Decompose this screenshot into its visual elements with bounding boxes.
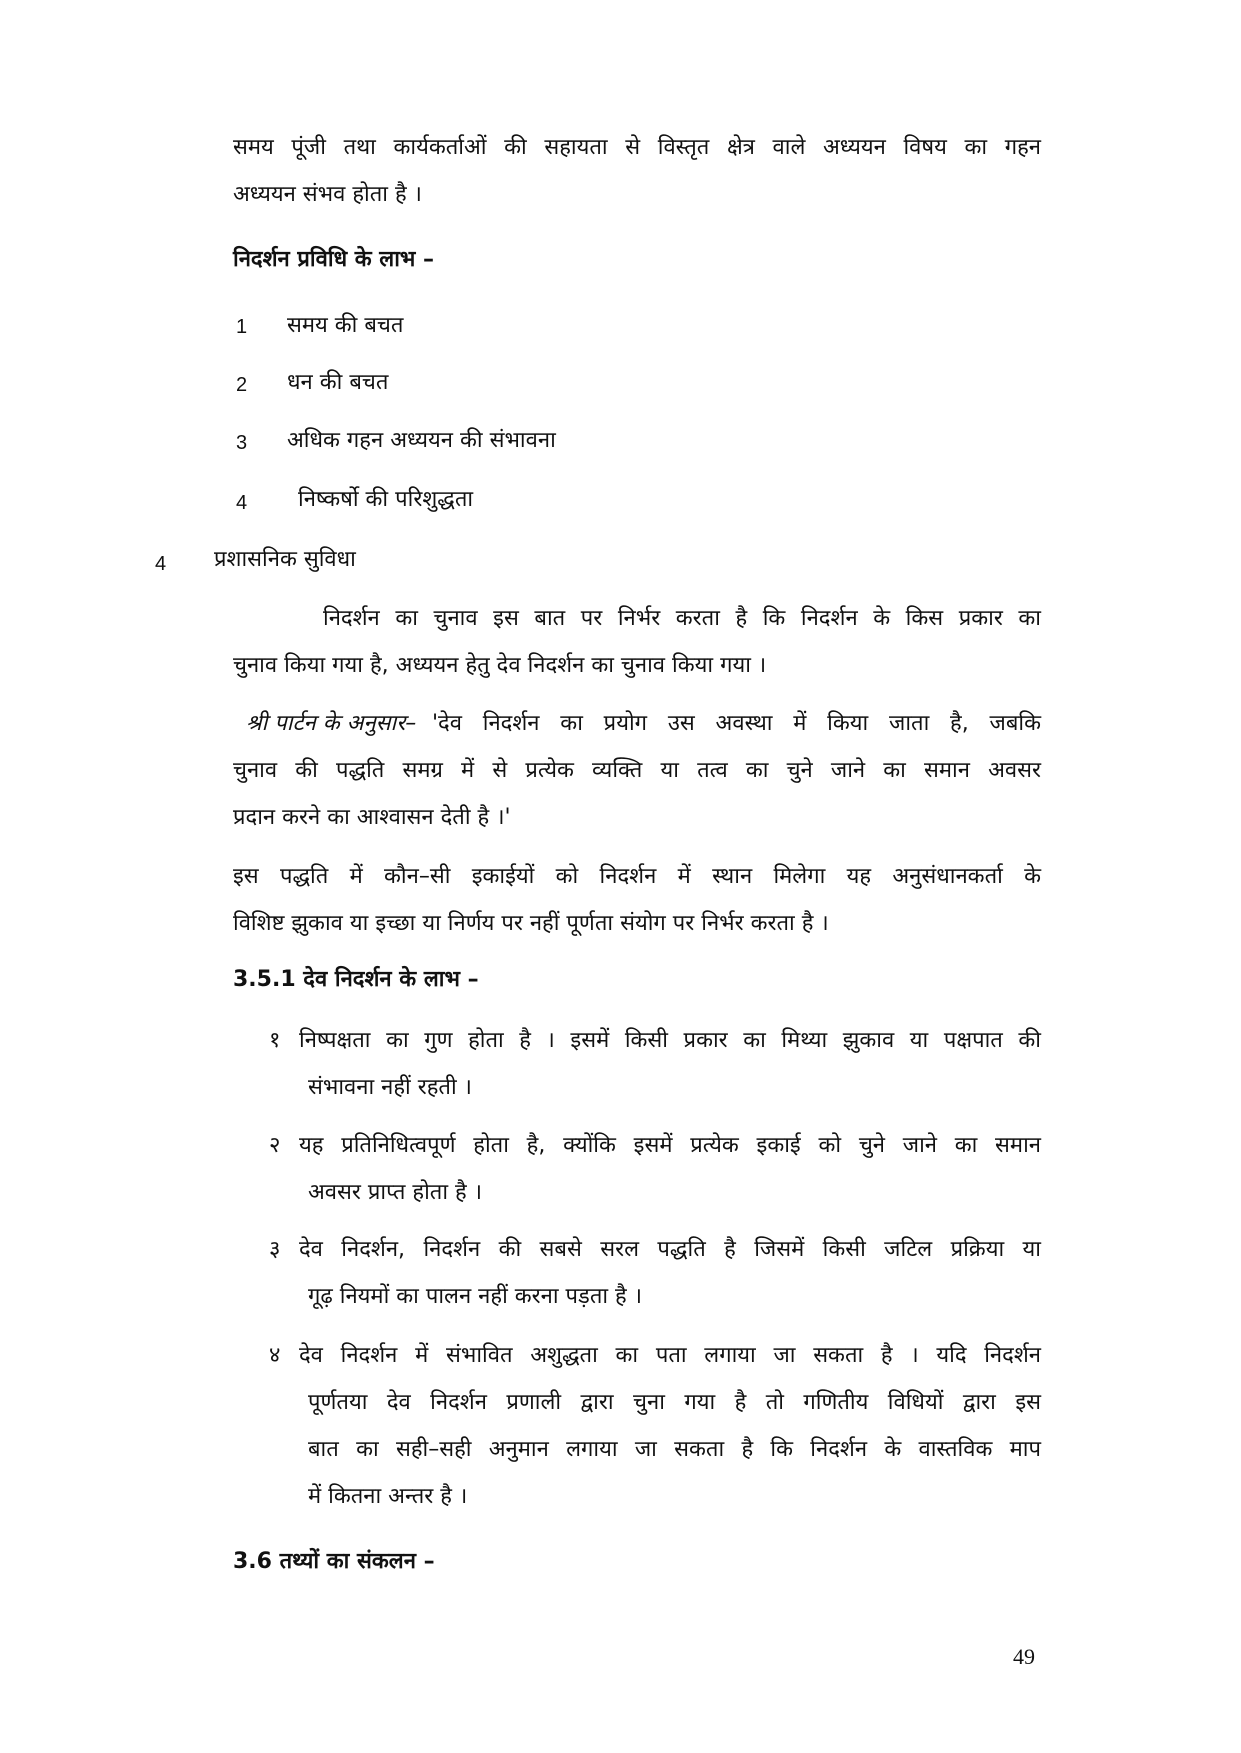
benefits-heading: निदर्शन प्रविधि के लाभ – bbox=[233, 247, 435, 272]
quote-author: श्री पार्टन के अनुसार– bbox=[246, 711, 417, 736]
list-item-line: देव निदर्शन, निदर्शन की सबसे सरल पद्धति है जिसमें किसी जटिल प्रक्रिया या bbox=[299, 1237, 1041, 1262]
quote-line: प्रदान करने का आश्वासन देती है ।' bbox=[233, 805, 511, 830]
section-heading-3-6: 3.6 तथ्यों का संकलन – bbox=[233, 1549, 435, 1574]
list-item-line: संभावना नहीं रहती । bbox=[308, 1075, 473, 1100]
list-item-number: 4 bbox=[236, 492, 248, 514]
paragraph-line: इस पद्धति में कौन–सी इकाईयों को निदर्शन में स्थान मिलेगा यह अनुसंधानकर्ता के bbox=[233, 864, 1041, 889]
quote-line: 'देव निदर्शन का प्रयोग उस अवस्था में किया जाता है, जबकि bbox=[432, 711, 1041, 736]
list-item-number: २ bbox=[269, 1133, 281, 1158]
list-item-line: बात का सही–सही अनुमान लगाया जा सकता है कि निदर्शन के वास्तविक माप bbox=[308, 1437, 1041, 1462]
intro-line-2: अध्ययन संभव होता है । bbox=[233, 182, 422, 207]
page-number: 49 bbox=[1013, 1644, 1035, 1669]
list-item-line: पूर्णतया देव निदर्शन प्रणाली द्वारा चुना गया है तो गणितीय विधियों द्वारा इस bbox=[308, 1390, 1041, 1415]
list-item-number: ३ bbox=[269, 1237, 281, 1262]
list-item-line: अवसर प्राप्त होता है । bbox=[308, 1180, 483, 1205]
list-item-line: निष्पक्षता का गुण होता है । इसमें किसी प्रकार का मिथ्या झुकाव या पक्षपात की bbox=[299, 1028, 1041, 1053]
list-item-text: समय की बचत bbox=[287, 313, 404, 338]
paragraph-line: विशिष्ट झुकाव या इच्छा या निर्णय पर नहीं पूर्णता संयोग पर निर्भर करता है । bbox=[233, 911, 829, 936]
quote-line: चुनाव की पद्धति समग्र में से प्रत्येक व्यक्ति या तत्व का चुने जाने का समान अवसर bbox=[233, 758, 1041, 783]
section-heading-3-5-1: 3.5.1 देव निदर्शन के लाभ – bbox=[233, 967, 479, 992]
list-item-number: 1 bbox=[236, 316, 248, 338]
list-item-line: यह प्रतिनिधित्वपूर्ण होता है, क्योंकि इसमें प्रत्येक इकाई को चुने जाने का समान bbox=[299, 1133, 1041, 1158]
list-item-line: में कितना अन्तर है । bbox=[308, 1484, 468, 1509]
list-item-number: ४ bbox=[269, 1343, 281, 1368]
section-title: प्रशासनिक सुविधा bbox=[214, 547, 356, 572]
list-item-number: 3 bbox=[236, 432, 248, 454]
list-item-text: अधिक गहन अध्ययन की संभावना bbox=[287, 428, 556, 453]
list-item-line: गूढ़ नियमों का पालन नहीं करना पड़ता है । bbox=[308, 1284, 643, 1309]
intro-line-1: समय पूंजी तथा कार्यकर्ताओं की सहायता से विस्तृत क्षेत्र वाले अध्ययन विषय का गहन bbox=[233, 135, 1041, 160]
list-item-number: १ bbox=[269, 1028, 281, 1053]
list-item-line: देव निदर्शन में संभावित अशुद्धता का पता लगाया जा सकता है । यदि निदर्शन bbox=[299, 1343, 1041, 1368]
list-item-text: निष्कर्षो की परिशुद्धता bbox=[298, 487, 474, 512]
list-item-number: 2 bbox=[236, 374, 248, 396]
paragraph-line: चुनाव किया गया है, अध्ययन हेतु देव निदर्शन का चुनाव किया गया । bbox=[233, 653, 767, 678]
section-number: 4 bbox=[155, 553, 167, 575]
paragraph-line: निदर्शन का चुनाव इस बात पर निर्भर करता है कि निदर्शन के किस प्रकार का bbox=[323, 606, 1041, 631]
list-item-text: धन की बचत bbox=[287, 370, 389, 395]
